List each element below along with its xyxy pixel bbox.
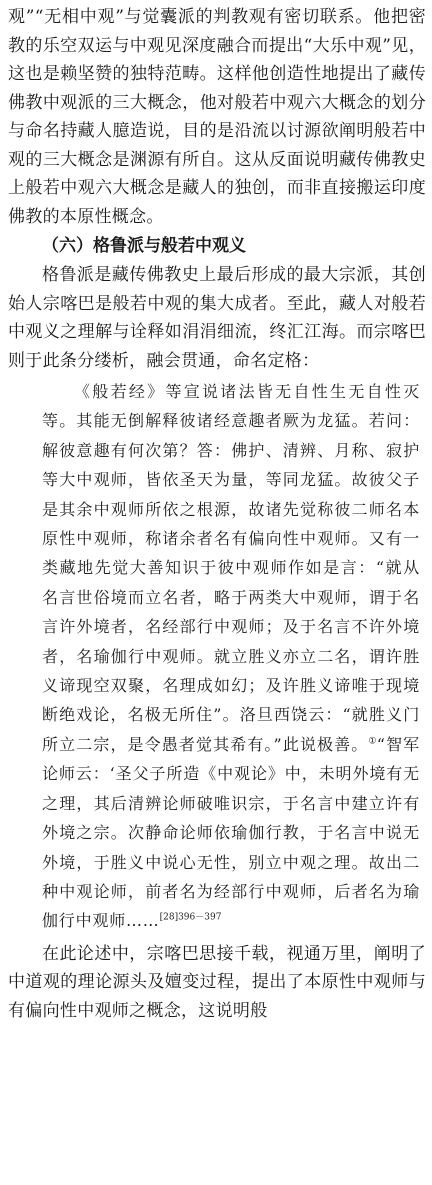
citation-reference: [28]396－397 [159,912,222,923]
quote-part-2: “智军论师云：‘圣父子所造《中观论》中，未明外境有无之理，其后清辨论师破唯识宗，于名言中建立许有外境之宗。次静命论师依瑜伽行教，于名言中说无外境，于胜义中说心无性，别立中观之理。故出二种中观论师，前者名为经部行中观师，后者名为瑜伽行中观师…… [42,734,420,931]
quote-part-1: 《般若经》等宣说诸法皆无自性生无自性灭等。其能无倒解释彼诸经意趣者厥为龙猛。若问：解彼意趣有何次第？答：佛护、清辨、月称、寂护等大中观师，皆依圣天为量，等同龙猛。故彼父子是其余中观师所依之根源，故诸先觉称彼二师名本原性中观师，称诸余者名有偏向性中观师。又有一类藏地先觉大善知识于彼中观师作如是言：“就从名言世俗境而立名者，略于两类大中观师，谓于名言许外境者，名经部行中观师；及于名言不许外境者，名瑜伽行中观师。就立胜义亦立二名，谓许胜义谛现空双聚，名理成如幻；及许胜义谛唯于现境断绝戏论，名极无所住”。洛旦西饶云：“就胜义门所立二宗，是令愚者觉其希有。”此说极善。 [42,382,420,754]
paragraph-1: 观”“无相中观”与觉囊派的判教观有密切联系。他把密教的乐空双运与中观见深度融合而提出“大乐中观”见，这也是赖坚赞的独特范畴。这样他创造性地提出了藏传佛教中观派的三大概念，他对般若中观六大概念的划分与命名持藏人臆造说，目的是沿流以讨源欲阐明般若中观的三大概念是渊源有所自。这从反面说明藏传佛教史上般若中观六大概念是藏人的独创，而非直接搬运印度佛教的本原性概念。 [8,7,426,227]
paragraph-2: 格鲁派是藏传佛教史上最后形成的最大宗派，其创始人宗喀巴是般若中观的集大成者。至此，藏人对般若中观义之理解与诠释如涓涓细流，终汇江海。而宗喀巴则于此条分缕析，融会贯通，命名定格： [8,265,426,371]
section-heading: （六）格鲁派与般若中观义 [42,236,246,256]
footnote-marker: ① [368,736,377,747]
block-quote [8,377,426,936]
paragraph-3: 在此论述中，宗喀巴思接千载，视通万里，阐明了中道观的理论源头及嬗变过程，提出了本原性中观师与有偏向性中观师之概念，这说明般 [8,943,426,1021]
quote-text [42,377,420,936]
